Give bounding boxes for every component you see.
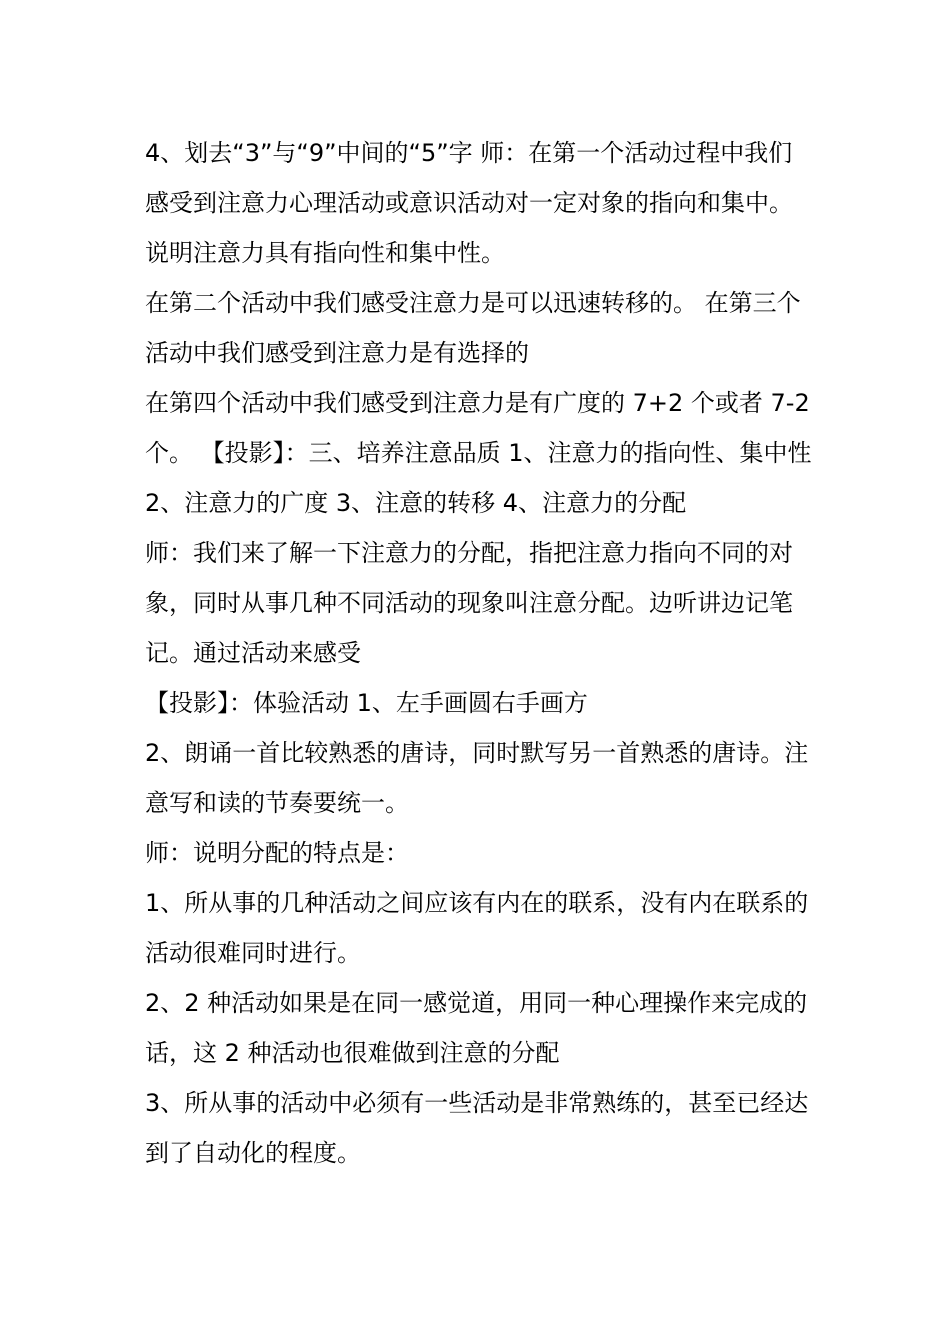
paragraph-1: 4、划去“3”与“9”中间的“5”字 师：在第一个活动过程中我们感受到注意力心理活动或意识活动对一定对象的指向和集中。说明注意力具有指向性和集中性。 [145, 139, 793, 267]
paragraph-2: 在第二个活动中我们感受注意力是可以迅速转移的。 在第三个活动中我们感受到注意力是有选择的 [145, 289, 801, 367]
paragraph-10: 3、所从事的活动中必须有一些活动是非常熟练的，甚至已经达到了自动化的程度。 [145, 1089, 809, 1167]
paragraph-3: 在第四个活动中我们感受到注意力是有广度的 7+2 个或者 7-2 个。 【投影】：三、培养注意品质 1、注意力的指向性、集中性 2、注意力的广度 3、注意的转移 4、注意力的分配 [145, 389, 812, 517]
document-body [145, 128, 813, 1178]
paragraph-8: 1、所从事的几种活动之间应该有内在的联系，没有内在联系的活动很难同时进行。 [145, 889, 809, 967]
paragraph-4: 师：我们来了解一下注意力的分配，指把注意力指向不同的对象，同时从事几种不同活动的现象叫注意分配。边听讲边记笔记。通过活动来感受 [145, 539, 793, 667]
paragraph-5: 【投影】：体验活动 1、左手画圆右手画方 [145, 689, 588, 717]
paragraph-9: 2、2 种活动如果是在同一感觉道，用同一种心理操作来完成的话，这 2 种活动也很难做到注意的分配 [145, 989, 808, 1067]
paragraph-6: 2、朗诵一首比较熟悉的唐诗，同时默写另一首熟悉的唐诗。注意写和读的节奏要统一。 [145, 739, 809, 817]
paragraph-7: 师：说明分配的特点是： [145, 839, 409, 867]
